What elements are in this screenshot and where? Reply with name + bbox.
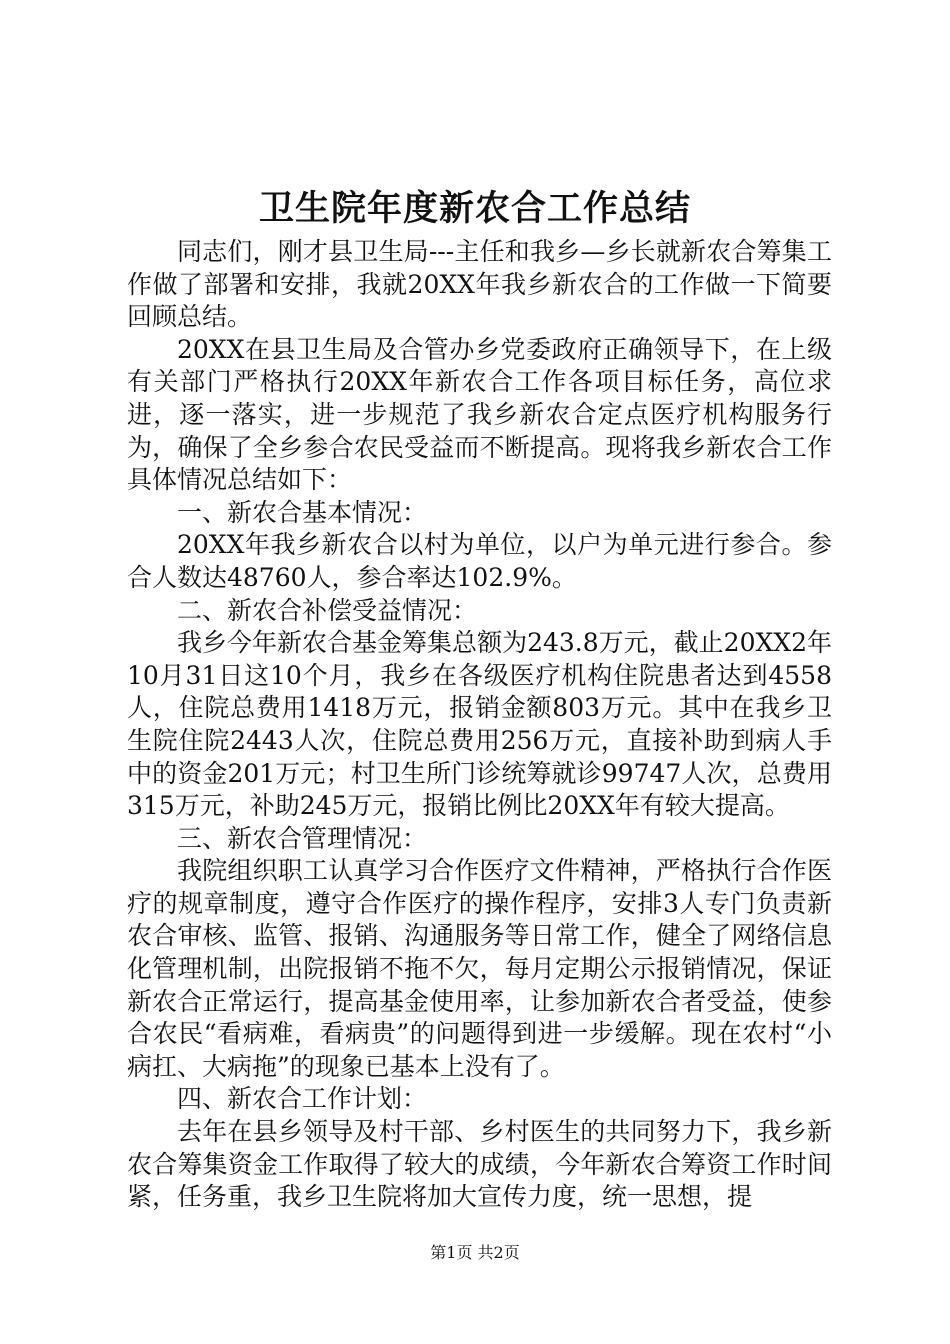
- section-heading-compensation: 二、新农合补偿受益情况：: [177, 595, 478, 625]
- paragraph-work-plan: 去年在县乡领导及村干部、乡村医生的共同努力下，我乡新农合筹集资金工作取得了较大的成绩，今年新农合筹资工作时间紧，任务重，我乡卫生院将加大宣传力度，统一思想，提: [127, 1117, 832, 1212]
- section-heading-work-plan: 四、新农合工作计划：: [177, 1084, 428, 1114]
- page-number-footer: 第1页 共2页: [430, 1243, 520, 1262]
- paragraph-compensation: 我乡今年新农合基金筹集总额为243.8万元，截止20XX2年10月31日这10个月，我乡在各级医疗机构住院患者达到4558人，住院总费用1418万元，报销金额803万元。其中在我乡卫生院住院2443人次，住院总费用256万元，直接补助到病人手中的资金201万元；村卫生所门诊统筹就诊99747人次，总费用315万元，补助245万元，报销比例比20XX年有较大提高。: [127, 628, 832, 821]
- section-heading-management: 三、新农合管理情况：: [177, 823, 428, 853]
- paragraph-basic-info: 20XX年我乡新农合以村为单位，以户为单元进行参合。参合人数达48760人，参合率达102.9%。: [127, 530, 832, 592]
- document-body: [127, 236, 832, 1214]
- paragraph-intro: 同志们，刚才县卫生局---主任和我乡—乡长就新农合筹集工作做了部署和安排，我就20XX年我乡新农合的工作做一下简要回顾总结。: [127, 237, 832, 332]
- document-title: 卫生院年度新农合工作总结: [258, 188, 691, 229]
- paragraph-management: 我院组织职工认真学习合作医疗文件精神，严格执行合作医疗的规章制度，遵守合作医疗的操作程序，安排3人专门负责新农合审核、监管、报销、沟通服务等日常工作，健全了网络信息化管理机制，出院报销不拖不欠，每月定期公示报销情况，保证新农合正常运行，提高基金使用率，让参加新农合者受益，使参合农民“看病难，看病贵”的问题得到进一步缓解。现在农村“小病扛、大病拖”的现象已基本上没有了。: [127, 856, 832, 1081]
- section-heading-basic-info: 一、新农合基本情况：: [177, 497, 428, 527]
- paragraph-overview: 20XX在县卫生局及合管办乡党委政府正确领导下，在上级有关部门严格执行20XX年新农合工作各项目标任务，高位求进，逐一落实，进一步规范了我乡新农合定点医疗机构服务行为，确保了全乡参合农民受益而不断提高。现将我乡新农合工作具体情况总结如下：: [127, 334, 832, 495]
